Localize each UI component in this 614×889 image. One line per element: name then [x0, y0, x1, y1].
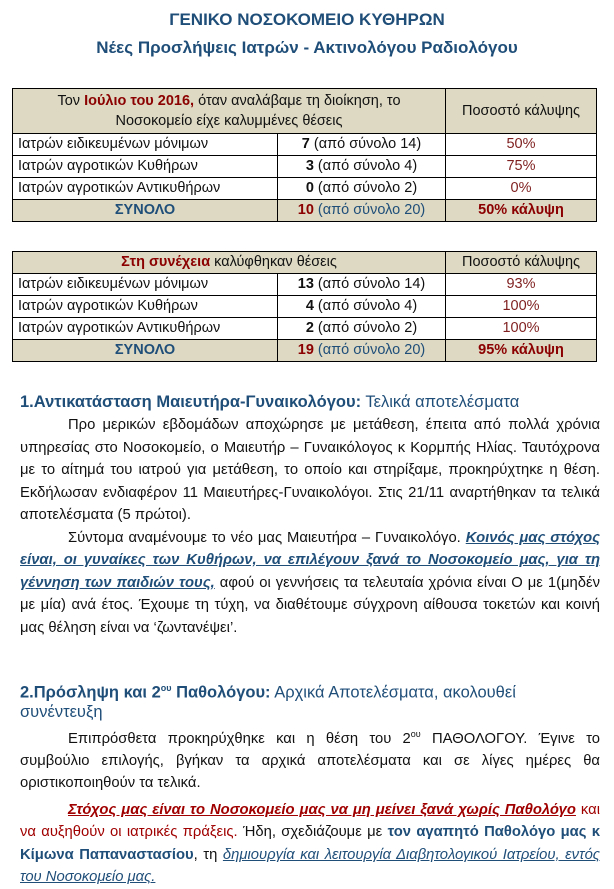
document-title: ΓΕΝΙΚΟ ΝΟΣΟΚΟΜΕΙΟ ΚΥΘΗΡΩΝ: [169, 10, 445, 29]
table-row: Ιατρών αγροτικών Αντικυθήρων 0 (από σύνολο 2) 0%: [13, 178, 597, 200]
table-header: [13, 89, 597, 134]
column-header-coverage: Ποσοστό κάλυψης: [446, 89, 597, 134]
table-header-description: Τον Ιούλιο του 2016, όταν αναλάβαμε τη διοίκηση, το Νοσοκομείο είχε καλυμμένες θέσεις: [13, 89, 446, 134]
table-row: Ιατρών ειδικευμένων μόνιμων 7 (από σύνολο 14) 50%: [13, 134, 597, 156]
document-subtitle: Νέες Προσλήψεις Ιατρών - Ακτινολόγου Ραδιολόγου: [96, 38, 518, 57]
diabetes-clinic-link: δημιουργία και λειτουργία Διαβητολογικού Ιατρείου, εντός του Νοσοκομείο μας.: [20, 846, 600, 886]
header-highlight: Ιούλιο του 2016,: [84, 93, 195, 109]
section-pathologist: [20, 683, 600, 889]
paragraph: Προ μερικών εβδομάδων αποχώρησε με μετάθεση, έπειτα από πολλά χρόνια υπηρεσίας στο Νοσοκομείο, ο Μαιευτήρ – Γυναικόλογος κ Κορμπής Ηλίας. Ταυτόχρονα με το αίτημά του ιατρού για μετάθεση, το οποίο και στηρίξαμε, προκηρύχτηκε η θέση. Εκδήλωσαν ενδιαφέρον 11 Μαιευτήρες-Γυναικολόγοι. Στις 21/11 αναρτήθηκαν τα τελικά αποτελέσματα (5 πρώτοι).: [20, 417, 600, 523]
highlighted-goal: Κοινός μας στόχος είναι, οι γυναίκες των Κυθήρων, να επιλέγουν ξανά το Νοσοκομείο μας, για τη γέννηση των παιδιών τους,: [20, 529, 600, 591]
table-total-row: ΣΥΝΟΛΟ 19 (από σύνολο 20) 95% κάλυψη: [13, 340, 597, 362]
section-heading: 1.Αντικατάσταση Μαιευτήρα-Γυναικολόγου: Τελικά αποτελέσματα: [20, 393, 520, 411]
coverage-table-after: [12, 251, 597, 362]
column-header-coverage: Ποσοστό κάλυψης: [446, 252, 597, 274]
coverage-table-2016: [12, 88, 597, 222]
header-highlight: Στη συνέχεια: [121, 254, 211, 270]
section-obstetrician: [20, 393, 600, 639]
table-row: Ιατρών αγροτικών Κυθήρων 4 (από σύνολο 4) 100%: [13, 296, 597, 318]
table-header-description: Στη συνέχεια καλύφθηκαν θέσεις: [13, 252, 446, 274]
table-row: Ιατρών αγροτικών Αντικυθήρων 2 (από σύνολο 2) 100%: [13, 318, 597, 340]
paragraph: Στόχος μας είναι το Νοσοκομείο μας να μη μείνει ξανά χωρίς Παθολόγο και να αυξηθούν οι ιατρικές πράξεις. Ήδη, σχεδιάζουμε με τον αγαπητό Παθολόγο μας κ Κίμωνα Παπαναστασίου, τη δημιουργία και λειτουργία Διαβητολογικού Ιατρείου, εντός του Νοσοκομείο μας.: [20, 801, 600, 886]
paragraph: Επιπρόσθετα προκηρύχθηκε και η θέση του $2^{o\upsilon}$ ΠΑΘΟΛΟΓΟΥ. Έγινε το συμβούλιο επιλογής, βγήκαν τα αρχικά αποτελέσματα και σε λίγες ημέρες θα οριστικοποιηθούν τα τελικά.: [20, 728, 600, 792]
section-heading: 2.Πρόσληψη και $2^{o\upsilon}$ Παθολόγου: Αρχικά Αποτελέσματα, ακολουθεί συνέντευξη: [20, 683, 516, 721]
paragraph: Σύντομα αναμένουμε το νέο μας Μαιευτήρα – Γυναικολόγο. Κοινός μας στόχος είναι, οι γυναίκες των Κυθήρων, να επιλέγουν ξανά το Νοσοκομείο μας, για τη γέννηση των παιδιών τους, αφού οι γεννήσεις τα τελευταία χρόνια είναι Ο με 1(μηδέν με μία) ανά έτος. Έχουμε τη τύχη, να διαθέτουμε σύγχρονη αίθουσα τοκετών και κοινή μας θέληση είναι να ‘ζωντανέψει’.: [20, 529, 600, 636]
table-row: Ιατρών αγροτικών Κυθήρων 3 (από σύνολο 4) 75%: [13, 156, 597, 178]
table-row: Ιατρών ειδικευμένων μόνιμων 13 (από σύνολο 14) 93%: [13, 274, 597, 296]
table-total-row: ΣΥΝΟΛΟ 10 (από σύνολο 20) 50% κάλυψη: [13, 200, 597, 222]
table-header: [13, 252, 597, 274]
highlighted-goal: Στόχος μας είναι το Νοσοκομείο μας να μη μείνει ξανά χωρίς Παθολόγο: [68, 801, 576, 818]
